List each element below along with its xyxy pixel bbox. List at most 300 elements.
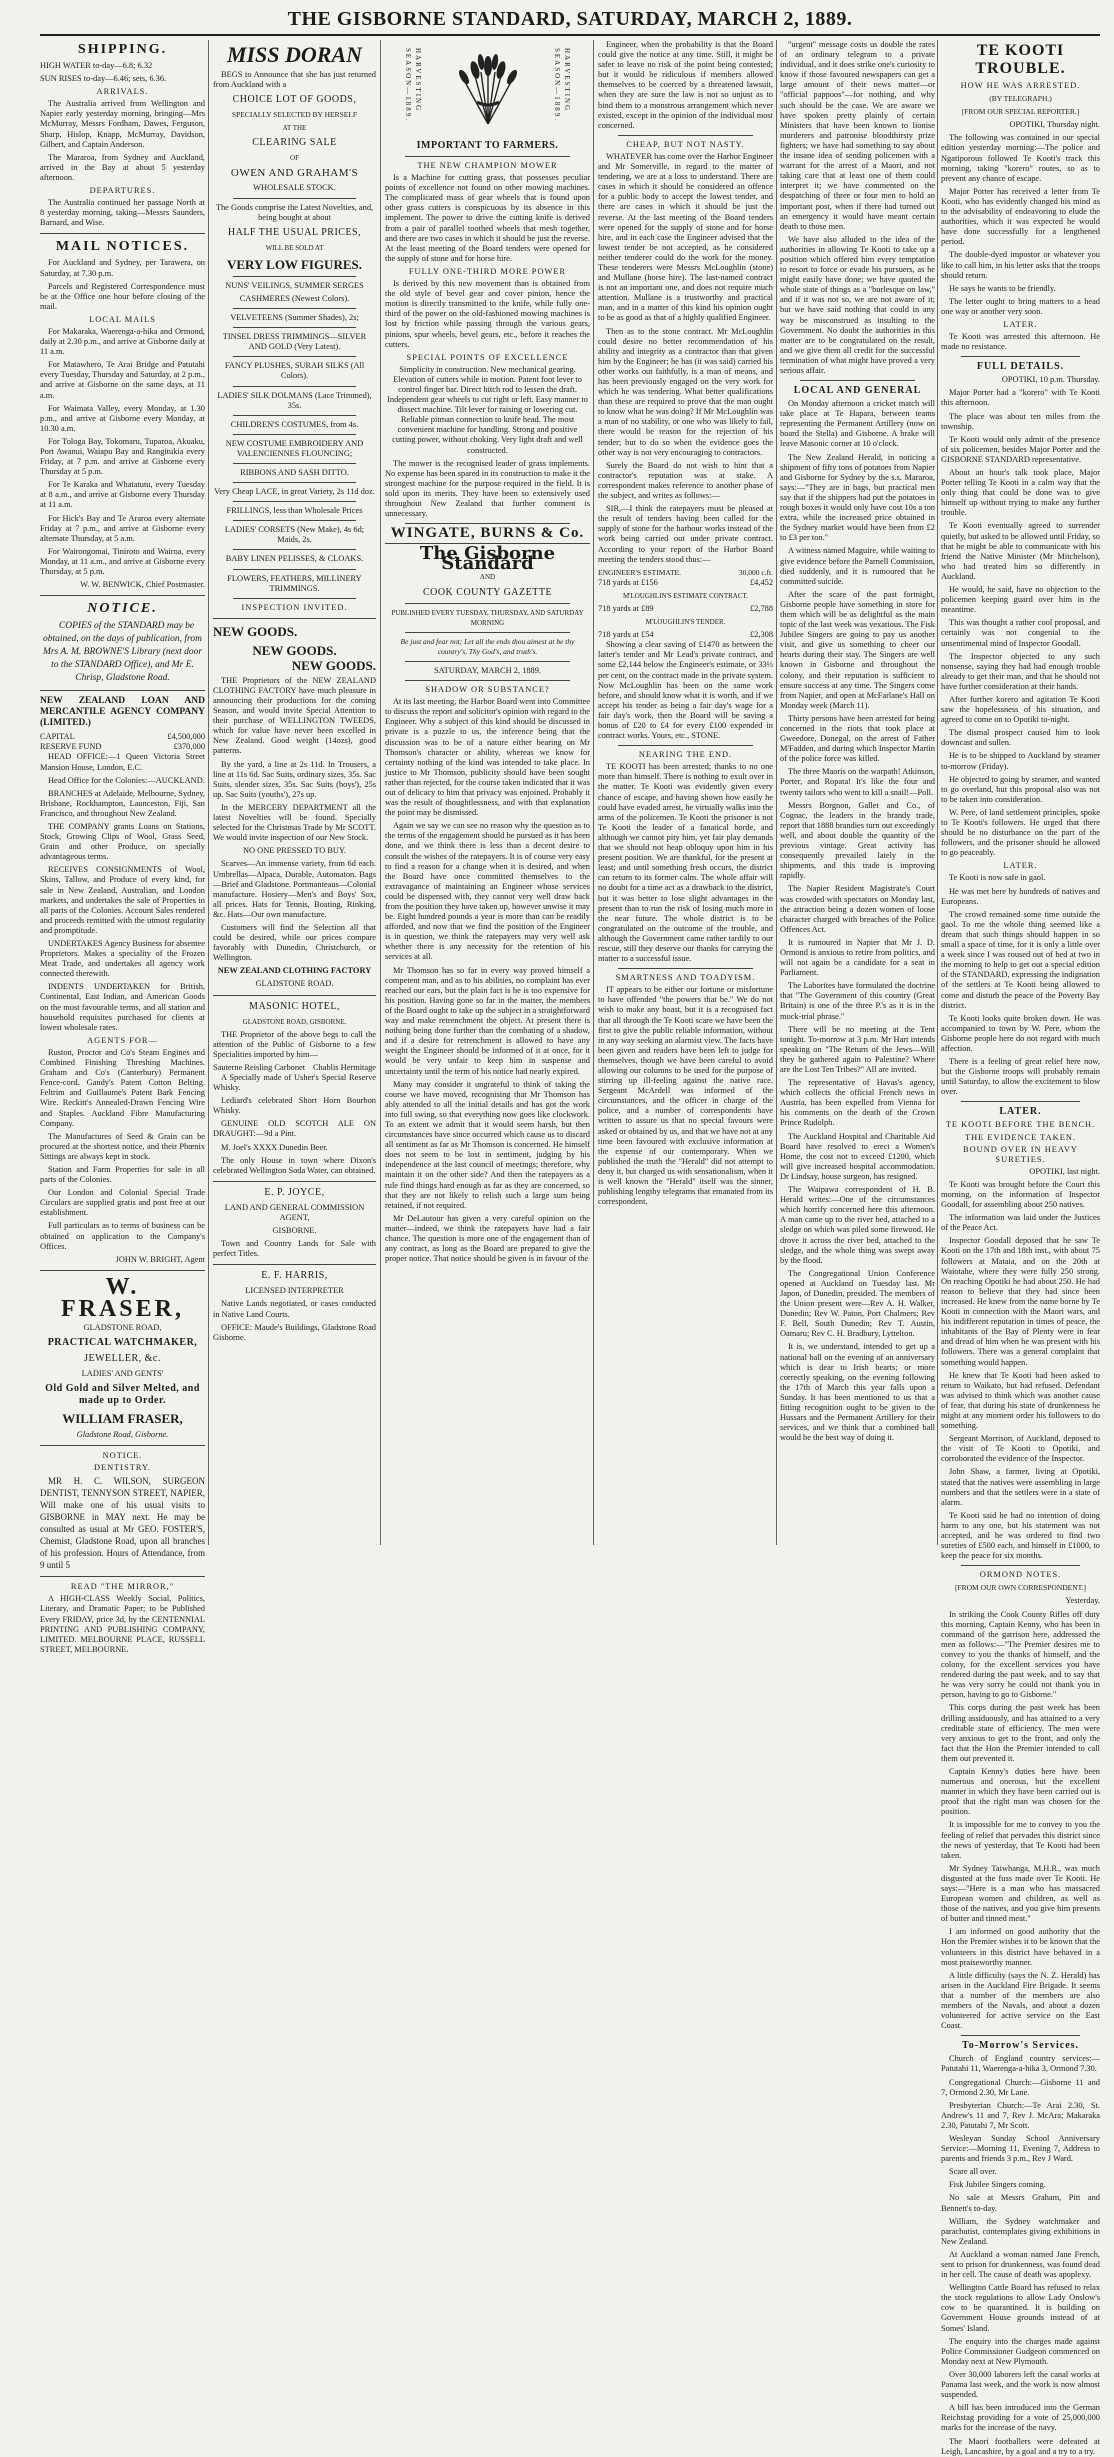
news-item: William, the Sydney watchmaker and parachutist, contemplates giving exhibitions in New Zealand.: [941, 2216, 1100, 2246]
divider: [233, 434, 356, 435]
mail-notices-heading: MAIL NOTICES.: [55, 239, 190, 255]
mail-item: For Tologa Bay, Tokomaru, Tuparoa, Akuaku, Port Awanui, Waiapu Bay and Rangitukia every Friday, at 7 p.m. and arrive at Gisborne every Thursday at 5 p.m.: [40, 436, 205, 477]
masonic-heading: MASONIC HOTEL,: [249, 1000, 340, 1012]
tinsel: TINSEL DRESS TRIMMINGS—SILVER AND GOLD (Very Latest).: [222, 332, 367, 352]
doran-heading: MISS DORAN: [226, 42, 363, 67]
dateline: OPOTIKI, 10 p.m. Thursday.: [1001, 375, 1100, 385]
column-rule: [380, 40, 381, 1545]
divider: [961, 356, 1080, 357]
tk-text: The following was contained in our special edition yesterday morning:—The police and Ngatiporous followed Te Kooti's track this morning, taking "korero" routes, so as to prevent any chance of escape.: [941, 133, 1100, 183]
mail-item: For Matawhero, Te Arai Bridge and Patutahi every Tuesday, Thursday and Saturday, at 2 p.m., and arrive at Gisborne on the same days, at 11 a.m.: [40, 360, 205, 400]
goods-comprise: The Goods comprise the Latest Novelties, and, being bought at about: [215, 202, 374, 222]
divider: [405, 632, 570, 633]
estimate-row: [598, 578, 773, 588]
details-text: The place was about ten miles from the township.: [941, 411, 1100, 431]
harvesting-label-right: HARVESTING SEASON—1889.: [552, 48, 571, 122]
wholesale-stock: WHOLESALE STOCK.: [253, 183, 336, 193]
tk-text: The letter ought to bring matters to a head one way or another very soon.: [941, 296, 1100, 316]
contract-label: 718 yards at £89: [598, 603, 654, 613]
news-item: The Maori footballers were defeated at Leigh, Lancashire, by a goal and a try to a try.: [941, 2436, 1100, 2456]
tk-text: He says he wants to be friendly.: [949, 283, 1056, 293]
service-item: Church of England country services:—Patutahi 11, Waerenga-a-hika 3, Ormond 7.30.: [941, 2054, 1100, 2074]
local-item: There will be no meeting at the Tent tonight. To-morrow at 3 p.m. Mr Hart intends speaking on "The Return of the Jews—Will they be gathered again to Palestine? Where are the Lost Ten Tribes?" All are invited.: [780, 1024, 935, 1074]
local-item: Messrs Borgnon, Gallet and Co., of Cognac, the leaders in the brandy trade, report that 1888 brandies turn out exceedingly well, and about double the quantity of the previous vintage. Great activity has consequently prevailed lately in the shipments, and this trade is improving rapidly.: [780, 800, 935, 881]
harris-role: LICENSED INTERPRETER: [245, 1286, 344, 1296]
fancy-plushes: FANCY PLUSHES, SURAH SILKS (All Colors).: [224, 361, 365, 381]
harvesting-label-left: HARVESTING SEASON—1889.: [404, 48, 423, 122]
new-goods-1: NEW GOODS.: [213, 623, 298, 639]
smartness-text: IT appears to be either our fortune or misfortune to have offended "the powers that be." We do not wish to make any boast, but it is a recognised fact that all through the Te Kooti scare we have been the first to give the public reliable information, without in any way seeking an alarmist view. The facts have been given and readers have been left to judge for themselves, though we have been careful to avoid allowing our columns to be used for the purpose of stirring up ill-feeling against the native race. Sergeant McArdell was informed of the circumstances, and the officer in charge of the police, and a number of correspondents have written to assure us that no special favours were asked or obtained by us, and that we have not at any time been favoured with exclusive information at the expense of our contemporary. When we published the truth the "Herald" did not attempt to deny it, but charged us with sensationalism, when it is well known the "Herald" itself was the sinner, publishing lengthy telegrams that emanated from its correspondent.: [598, 985, 773, 1207]
divider: [213, 1264, 376, 1265]
column-rule: [208, 40, 209, 1545]
notice2-heading: NOTICE.: [102, 1451, 143, 1461]
divider: [233, 276, 356, 277]
divider: [233, 463, 356, 464]
divider: [233, 308, 356, 309]
ribbons: RIBBONS AND SASH DITTO.: [240, 467, 349, 477]
tomorrow-services-heading: To-Morrow's Services.: [961, 2040, 1080, 2052]
doran-intro: BEGS to Announce that she has just returned from Auckland with a: [213, 70, 376, 90]
details-text: Te Kooti looks quite broken down. He was accompanied to town by W. Pere, whom the Gisborne people here do not regard with much affection.: [941, 1013, 1100, 1053]
column-rule: [593, 40, 594, 1545]
cook-county-gazette: COOK COUNTY GAZETTE: [422, 586, 553, 598]
details-text: The dismal prospect caused him to look downcast and sullen.: [941, 728, 1100, 748]
gents: LADIES' AND GENTS': [81, 1368, 164, 1378]
column-6: [941, 40, 1100, 2456]
branches: BRANCHES at Adelaide, Melbourne, Sydney, Brisbane, Rockhampton, Launceston, Fiji, San Francisco, and throughout New Zealand.: [40, 788, 205, 818]
clothing-prices: By the yard, a line at 2s 11d. In Trousers, a line at 11s 6d. Sac Suits, ordinary sizes, 35s. Sac Suits, slender sizes, 35s. Sac Suits (boys'), 25s up. Sac Suits (youths'), 27s up.: [213, 759, 376, 799]
local-item: The three Maoris on the warpath! Atkinson, Porter, and Ropata! It's like the four and twenty tailors who went to kill a snail!—Poll.: [780, 767, 935, 797]
company-text: THE COMPANY grants Loans on Stations, Stock, Growing Clips of Wool, Grass Seed, Grain and other Produce, on specially advantageous terms.: [40, 821, 205, 862]
wheat-sheaf-icon: [453, 44, 523, 130]
shadow-text: Again we say we can see no reason why the question as to the terms of the engagement should be pursued as it has been done, and we think there is less than a decent desire to consult the wishes of the ratepayers. It is of course very easy to find a reason for a change when it is desired, and when the Board have once committed themselves to the extravagance of maintaining an Engineer whose services could be dispensed with, they cannot very well draw back from the position they have taken up, however unwise it may be. Eight hundred pounds a year is more than can be readily afforded, and now that we find the position of the Engineer is in question, we think the ratepayers may very well ask whether there is any necessity for the retention of his services at all.: [385, 821, 590, 962]
special-reporter: [FROM OUR SPECIAL REPORTER.]: [961, 107, 1080, 117]
nz-clothing-factory: NEW ZEALAND CLOTHING FACTORY: [217, 966, 372, 976]
lace: Very Cheap LACE, in great Variety, 2s 11d doz.: [214, 487, 375, 497]
frillings: FRILLINGS, less than Wholesale Prices: [226, 506, 363, 516]
local-item: The Auckland Hospital and Charitable Aid Board have resolved to erect a Women's Home, the cost not to exceed £1200, which will give increased hospital accommodation. Dr Lindsay, house surgeon, has resigned.: [780, 1131, 935, 1181]
baby-linen: BABY LINEN PELISSES, & CLOAKS.: [225, 554, 364, 564]
none-pressed: NO ONE PRESSED TO BUY.: [242, 846, 347, 856]
details-text: He objected to going by steamer, and wanted to go overland, but this proposal also was not to be taken into consideration.: [941, 774, 1100, 804]
cheap-text: WHATEVER has come over the Harbor Engineer and Mr Somerville, in regard to the matter of tendering, we are at a loss to understand. There are cases in which it should be considered an offence for a public body to accept the lowest tender, and there are cases in which it should be just the reverse. At the last meeting of the Board tenders were opened for the supply of stone and for horse hire, and in each case the Engineer advised that the lowest tender be not accepted, as he considered neither tenderer could do the work for the money. These tenderers were Messrs McLoughlin (stone) and Mullane (horse hire). The last-named contract is not an important one, and does not require much attention. Mullane is a trustworthy and practical man, and in a matter of this kind his opinion ought to be as good as that of a highly qualified Engineer.: [598, 151, 773, 323]
local-item: It is rumoured in Napier that Mr J. D. Ormond is anxious to retire from politics, and will not again be a candidate for a seat in Parliament.: [780, 937, 935, 978]
ormond-text: It is impossible for me to convey to you the feeling of relief that pervades this district since the news of yesterday, that Te Kooti had been taken.: [941, 1820, 1100, 1860]
dateline: Yesterday.: [1065, 1596, 1100, 1606]
published-line: PUBLISHED EVERY TUESDAY, THURSDAY, AND SATURDAY MORNING: [391, 608, 584, 627]
evidence-heading: THE EVIDENCE TAKEN.: [965, 1132, 1076, 1142]
mail-item: For Te Karaka and Whatatutu, every Tuesday at 8 a.m., and arrive at Gisborne every Thursday at 11 a.m.: [40, 480, 205, 510]
nearing-text: TE KOOTI has been arrested; thanks to no one more than himself. There is nothing to exult over in the matter. Te Kooti was evidently given every chance of escape, and having shown how easily he could have evaded arrest, he virtually walks into the arms of the policemen. Te Kooti the prisoner is not Te Kooti the leader of a fanatical horde, and although we cannot pity him, yet fair play demands that we should not heap obloquy upon him in his present position. We are thankful, for the present at least; and until something fresh occurs, the district can return to its former calm. The whole affair will no doubt for a time act as a drawback to the district, but it was better to lose slight advantages in the present than to run the risk of losing much more in the near future. The whole district is to be congratulated on the outcome of the trouble, and although the Government came rather tardily to our rescue, still they deserve our thanks for carrying the matter to a successful issue.: [598, 762, 773, 964]
divider: [405, 680, 570, 681]
divider: [800, 380, 915, 381]
cheap-heading: CHEAP, BUT NOT NASTY.: [626, 139, 745, 149]
divider: [405, 661, 570, 662]
manures-text: The Manufactures of Seed & Grain can be procured at the shortest notice, and their Phœnix Sittings are always kept in stock.: [40, 1131, 205, 1161]
dateline: OPOTIKI, Thursday night.: [1009, 120, 1100, 130]
mower-text: Is a Machine for cutting grass, that possesses peculiar points of excellence not found on other mowing machines. The complicated mass of gear wheels that is found upon other grass cutters is conspicuous by its absence in this implement. The power to drive the cutting knife is derived from a pair of parallel toothed wheels that mesh together, and there are two cases in which it should be just the reverse. At the least meeting of the Board tenders were opened for the supply of stone and for horse hire.: [385, 173, 590, 263]
divider: [233, 501, 356, 502]
details-text: Te Kooti would only admit of the presence of six policemen, besides Major Porter and the GISBORNE STANDARD representative.: [941, 434, 1100, 464]
watchmaker: PRACTICAL WATCHMAKER,: [47, 1336, 198, 1348]
company-text: UNDERTAKES Agency Business for absentee Proprietors. Makes a speciality of the Frozen Meat Trade, and undertakes all agency work connected therewith.: [40, 939, 205, 979]
corsets: LADIES' CORSETS (New Make), 4s 6d; Maids, 2s.: [224, 525, 365, 545]
tk-text: The double-dyed impostor or whatever you like to call him, in his letter asks that the troops should return.: [941, 250, 1100, 280]
bench-text: Te Kooti was brought before the Court this morning, on the information of Inspector Goodall, for assembling about 250 natives.: [941, 1179, 1100, 1210]
high-water: HIGH WATER to-day—6.8; 6.32: [40, 61, 153, 70]
masonic-ale: GENUINE OLD SCOTCH ALE ON DRAUGHT:—9d a Pint.: [213, 1119, 376, 1139]
local-item: A witness named Maguire, while waiting to give evidence before the Parnell Commission, died suddenly, and it is rumoured that he committed suicide.: [780, 546, 935, 586]
news-item: The enquiry into the charges made against Police Commissioner Gudgeon commenced on Monday next at New Plymouth.: [941, 2336, 1100, 2366]
bound-heading: BOUND OVER IN HEAVY SURETIES.: [963, 1144, 1078, 1164]
mail-item: For Makaraka, Waerenga-a-hika and Ormond, daily at 2.30 p.m., and arrive at Gisborne daily at 11 a.m.: [40, 326, 205, 357]
shipping-heading: SHIPPING.: [77, 42, 168, 57]
cashmeres: CASHMERES (Newest Colors).: [239, 293, 350, 303]
new-goods-2: NEW GOODS.: [252, 642, 337, 658]
jeweller: JEWELLER, &c.: [84, 1352, 161, 1364]
masonic-whisky: A Specially made of Usher's Special Reserve Whisky.: [213, 1073, 376, 1093]
clothing-mercery: In the MERCERY DEPARTMENT all the latest Novelties will be found. Specially selected for the Christmas Trade by Mr SCOTT. We would invite inspection of our New Stock.: [213, 802, 376, 843]
head-office-colonies: Head Office for the Colonies:—AUCKLAND.: [48, 775, 205, 785]
column-5: [780, 40, 935, 1545]
te-kooti-heading: TE KOOTI TROUBLE.: [975, 42, 1066, 77]
local-item: The Congregational Union Conference opened at Auckland on Tuesday last. Mr Japon, of Dunedin, presided. The members of the Union present were—Rev A. H. Walker, Dunedin; Rev W. Paton, Port Chalmers; Rev F. Bell, South Dunedin; Rev T. Austin, Oamaru; Rev C. H. Bradbury, Lyttelton.: [780, 1268, 935, 1339]
shadow-continued: Engineer, when the probability is that the Board could give the notice at any time. Still, it might be safer to leave no risk of the point being contested; but it would be ridiculous if members allowed themselves to be coerced by a threatened lawsuit, when they are sure the law is not so unjust as to bind them to a monstrous arrangement which never existed, except in the opinion of the individual most concerned.: [598, 40, 773, 130]
details-text: The crowd remained some time outside the gaol. To me the whole thing seemed like a dream that such things should happen in so small a space of time, for it is only a little over a week since I was roused out of bed at two in the morning to help to get out a special edition of the STANDARD, expressing the indignation of the settlers at Te Kooti being allowed to come and disturb the peace of the Poverty Bay district.: [941, 909, 1100, 1010]
later-heading: LATER.: [1003, 319, 1038, 329]
company-text: INDENTS UNDERTAKEN for British, Continental, East Indian, and American Goods on the most favourable terms, and all station and household requisites purchased for clients at lowest wholesale rates.: [40, 982, 205, 1032]
divider: [40, 1576, 205, 1577]
masthead-rule: [40, 34, 1100, 36]
cheap-text: Surely the Board do not wish to hint that a contractor's reputation was at stake. A correspondent makes reference to another phase of the subject, and writes as follows:—: [598, 460, 773, 501]
details-text: W. Pere, of land settlement principles, spoke to Te Kooti's followers. He urged that there should be no disturbance on the part of the followers, and the prisoner should be allowed to go peaceably.: [941, 807, 1100, 858]
divider: [233, 598, 356, 599]
shadow-text: Mr DeLautour has given a very careful opinion on the matter—indeed, we think the ratepayers have had a fair chance. The question is more one of the engagement than of any contract, as long as the Board are prepared to give the proper notice. That notice should be given is in favour of the: [385, 1213, 590, 1264]
masonic-beer: M. Joel's XXXX Dunedin Beer.: [221, 1142, 328, 1152]
station-text: Station and Farm Properties for sale in all parts of the Colonies.: [40, 1164, 205, 1185]
clearing-sale: CLEARING SALE: [252, 137, 337, 149]
circulars-text: Our London and Colonial Special Trade Circulars are supplied gratis and post free at our establishment.: [40, 1188, 205, 1218]
bench-text: Sergeant Morrison, of Auckland, deposed to the visit of Te Kooti to Opotiki, and corroborated the evidence of the Inspector.: [941, 1434, 1100, 1464]
divider: [233, 520, 356, 521]
divider: [40, 1445, 205, 1446]
low-figures: VERY LOW FIGURES.: [227, 256, 362, 272]
column-3: [385, 40, 590, 1545]
clothing-text: THE Proprietors of the NEW ZEALAND CLOTHING FACTORY have much pleasure in announcing their productions for the coming Season, and would invite Special Attention to their purchase of WELLINGTON TWEEDS, which for value have never been excelled in New Zealand. Good weight (14ozs), good patterns.: [213, 675, 376, 756]
notice-text: COPIES of the STANDARD may be obtained, on the days of publication, from Mrs A. M. BROWNE'S Library (next door to the STANDARD Office), and Mr E. Chrisp, Gladstone Road.: [42, 621, 203, 684]
notice-heading: NOTICE.: [87, 601, 158, 617]
mail-signature: W. W. BENWICK, Chief Postmaster.: [80, 580, 205, 590]
terms-text: Full particulars as to terms of business can be obtained on application to the Company's Offices.: [40, 1221, 205, 1251]
divider: [618, 135, 753, 136]
column-1: [40, 40, 205, 1654]
dateline: OPOTIKI, last night.: [1029, 1166, 1100, 1176]
reserve-label: RESERVE FUND: [40, 742, 102, 752]
fully-text: Is derived by this new movement than is obtained from the old style of bevel gear and cover pinion, hence the motion is directly transmitted to the knife, while fully one-third of the power on the old-fashioned mowing machines is lost by friction while passing through the various gears, pinions, spur wheels, bevel gears, etc., before it reaches the cutters.: [385, 279, 590, 349]
shadow-text: Mr Thomson has so far in every way proved himself a competent man, and as to his abilities, no complaint has ever reached our ears, but the plain fact is he is too expensive for his position. Having gone so far in the matter, the members of the Board ought to take up the subject in a straightforward way and make retrenchment the object. At present there is nothing being done further than the combating of a shadow, and if a desire for retrenchment is allowed to have any weight the Engineer should be informed of it at once, for it would be very unfair to keep him in suspense and uncertainty until the term of his notice had nearly expired.: [385, 965, 590, 1076]
local-item: It is, we understand, intended to get up a national ball on the evening of an anniversary which is dear to Irish hearts; or more correctly speaking, on the evening following the 17th of March this year falls upon a Sunday. It has been mentioned to us that a fitting recognition ought to be given to the Hussars and the Permanent Artillery for their services, and we think that a combined ball would be the best way of doing it.: [780, 1342, 935, 1443]
mower-leader: The mower is the recognised leader of grass implements. No expense has been spared in its construction to make it the strongest machine for the purpose required in the field. It is sold upon its merits. They have been so extensively used throughout New Zealand that further comment is unnecessary.: [385, 458, 590, 519]
divider: [961, 1101, 1080, 1102]
head-office: HEAD OFFICE:—1 Queen Victoria Street Mansion House, London, E.C.: [40, 752, 205, 772]
smartness-heading: SMARTNESS AND TOADYISM.: [615, 973, 756, 983]
joyce-lands: Town and Country Lands for Sale with perfect Titles.: [213, 1239, 376, 1259]
special-points: Simplicity in construction. New mechanical gearing. Elevation of cutters while in motion. Patent foot lever to control finger bar. Direct hitch rod to lessen the draft. Independent gear wheels to cut right or left. Easy manner to dissect machine. Tilt lever for raising or lowering cut. Reliable pitman connection to knife head. The most convenient machine for handling. Strong and positive cutting power, without choking. Very light draft and well constructed.: [387, 364, 588, 455]
later-big-heading: LATER.: [999, 1106, 1042, 1118]
and-label: AND: [479, 573, 496, 582]
bench-text: The information was laid under the Justices of the Peace Act.: [941, 1213, 1100, 1233]
divider: [233, 327, 356, 328]
details-text: Te Kooti eventually agreed to surrender quietly, but asked to be allowed until Friday, so that he might be able to communicate with his friend the Native Minister (Mr Mitchelson), who had treated him so differently in Auckland.: [941, 521, 1100, 581]
shadow-text: At its last meeting, the Harbor Board went into Committee to discuss the report and solicitor's opinion with regard to the Engineer. Why a subject of this kind should be discussed in private is a puzzle to us, the inference being that the discussion was to be of a nature either bearing on Mr Thomson's character or ability, whereas we know for certainty nothing of the kind was intended to take place. In justice to Mr Thomson, publicity should have been sought rather than rejected, for the course taken indicated that it was out of delicacy to him that privacy was enjoined. Probably it was the result of thoughtlessness, and with that explanation the point may be dismissed.: [385, 697, 590, 818]
te-kooti-subheading: HOW HE WAS ARRESTED.: [960, 81, 1081, 90]
mail-item: For Hick's Bay and Te Araroa every alternate Friday at 7 p.m., and arrive at Gisborne every alternate Thursday, at 5 a.m.: [40, 513, 205, 543]
news-item: A bill has been introduced into the German Reichstag providing for a vote of 25,000,000 marks for the increase of the navy.: [941, 2403, 1100, 2433]
ormond-heading: ORMOND NOTES.: [979, 1570, 1062, 1580]
flowers: FLOWERS, FEATHERS, MILLINERY TRIMMINGS.: [227, 573, 362, 593]
gisborne-standard-title: The Gisborne Standard: [419, 543, 556, 575]
divider: [961, 1565, 1080, 1566]
ladies-silk: LADIES' SILK DOLMANS (Lace Trimmed), 35s.: [217, 390, 372, 410]
masonic-soda: The only House in town where Dixon's celebrated Wellington Soda Water, can obtained.: [213, 1155, 376, 1175]
local-item: The New Zealand Herald, in noticing a shipment of fifty tons of potatoes from Napier and Gisborne for Sydney by the s.s. Mararoa, says:—"They are in bags, but practical men say that if the shippers had put the potatoes in rough boxes it would only have cost 10s a ton extra, while the increased price obtained in the Sydney market would have been from £2 to £3 per ton.": [780, 452, 935, 543]
estimate-heading: ENGINEER'S ESTIMATE.: [598, 567, 682, 577]
details-text: About an hour's talk took place, Major Porter telling Te Kooti in a calm way that the only thing that could be done was to give himself up without trying to make any further trouble.: [941, 468, 1100, 518]
divider: [405, 523, 570, 524]
tk-text: Te Kooti was arrested this afternoon. He made no resistance.: [941, 332, 1100, 352]
divider: [233, 569, 356, 570]
embroidery: NEW COSTUME EMBROIDERY AND VALENCIENNES FLOUNCING;: [225, 438, 364, 458]
ormond-text: This corps during the past week has been drilling assiduously, and has attained to a very creditable state of efficiency. The men were very anxious to get to the front, and only the fact that the Hon the Premier intended to call them out prevented it.: [941, 1703, 1100, 1763]
bench-text: John Shaw, a farmer, living at Opotiki, stated that the natives were assembling in large numbers and that the settlers were in a state of alarm.: [941, 1467, 1100, 1507]
ormond-text: I am informed on good authority that the Hon the Premier wishes it to be known that the volunteers in this district have behaved in a most praiseworthy manner.: [941, 1927, 1100, 1967]
mower-heading: THE NEW CHAMPION MOWER: [417, 161, 558, 170]
contract-heading: M'LOUGHLIN'S ESTIMATE CONTRACT.: [622, 591, 749, 600]
local-item: After the scare of the past fortnight, Gisborne people have something in store for them which will be as delightful as the main topic of the last week was vexatious. The Fisk Jubilee Singers are going to pay us another visit, and give us something to cheer our hearts during their stay. The Singers are well known in Gisborne and throughout the colony, and their reputation is sufficient to ensure success at any time. The Singers come from Napier, and open at McFarlane's Hall on Monday week (March 11).: [780, 589, 935, 710]
fraser-name: WILLIAM FRASER,: [62, 1411, 183, 1426]
wines-left: Sauterne Reisling Carbonet: [213, 1062, 306, 1072]
divider: [40, 595, 205, 596]
joyce-role: LAND AND GENERAL COMMISSION AGENT,: [224, 1202, 365, 1222]
details-text: After further korero and agitation Te Kooti saw the hopelessness of his situation, and agreed to come on to Opotiki to-night.: [941, 694, 1100, 725]
will-be-sold: WILL BE SOLD AT: [265, 243, 324, 252]
shadow-heading: SHADOW OR SUBSTANCE?: [425, 685, 550, 695]
shadow-text: Many may consider it ungrateful to think of taking the course we have moved, recognising that Mr Thomson has ably attended to all the initial details and has got the work into full swing, so that everything now goes like clockwork. To an extent we admit that it would seem harsh, but then circumstances have since occurred which cause us to discard all sentiment as far as Mr Thomson is concerned. He himself does not seem to be lost in sentiment, judging by his independence at the last council of meetings; therefore, why maintain it on the other side? And then the ratepayers as a rule find things hard enough as far as they are concerned, so that they are not likely to relish such a large sum being retained, if not required.: [385, 1079, 590, 1210]
news-item: Fisk Jubilee Singers coming.: [949, 2180, 1046, 2190]
divider: [233, 386, 356, 387]
ormond-text: Mr Sydney Taiwhanga, M.H.R., was much disgusted at the fuss made over Te Kooti. He says:—"Here is a man who has massacred European women and children, as well as those of the natives, and you give him presents of butter and tinned meat.": [941, 1863, 1100, 1924]
dentistry-heading: DENTISTRY.: [93, 1463, 152, 1473]
divider: [961, 2035, 1080, 2036]
divider: [405, 156, 570, 157]
childrens-costumes: CHILDREN'S COSTUMES, from 4s.: [230, 419, 359, 429]
special-heading: SPECIAL POINTS OF EXCELLENCE: [406, 352, 569, 362]
agent-signature: JOHN W. BRIGHT, Agent: [115, 1254, 205, 1264]
fraser-heading: W. FRASER,: [60, 1273, 184, 1322]
local-item: The Waipawa correspondent of H. B. Herald writes:—One of the circumstances which horrify concerned here this afternoon. A man came up to the river bed, attached to a sledge on which was piled some firewood. He drove it across the river bed, attached to the sledge, and the whole thing was swept away by the flood.: [780, 1185, 935, 1265]
divider: [233, 549, 356, 550]
local-mails-heading: LOCAL MAILS: [89, 314, 156, 324]
reserve-row: [40, 742, 205, 752]
mail-item: For Auckland and Sydney, per Tarawera, on Saturday, at 7.30 p.m.: [40, 258, 205, 278]
by-telegraph: (BY TELEGRAPH.): [989, 94, 1052, 104]
mail-item: For Waimata Valley, every Monday, at 1.30 p.m., and arrive at Gisborne every Monday, at 10.30 a.m.: [40, 403, 205, 433]
motto: Be just and fear not; Let all the ends thou aimest at be thy country's, Thy God's, and truth's.: [400, 636, 575, 656]
local-item: On Monday afternoon a cricket match will take place at Te Hapara, between teams representing the Permanent Artillery (now on board the Stella) and Gisborne. A brake will leave Masonic corner at 10 o'clock.: [780, 399, 935, 449]
smartness-continued: We have also alluded to the idea of the authorities in allowing Te Kooti to take up a position which offered him every temptation to resort to force or evade his pursuers, as he might easily have done; we have quoted the whole state of things as a "burlesque on law," and if it was not so, we are not aware of it; but we have said nothing that could in any way be misconstrued as insulting to the Government. No doubt the authorities in this matter are to be congratulated on the result, and we give them all credit for the successful termination of what might have proved a very serious affair.: [780, 234, 935, 375]
masthead: THE GISBORNE STANDARD, SATURDAY, MARCH 2, 1889.: [287, 8, 853, 30]
masonic-bourbon: Lediard's celebrated Short Horn Bourbon Whisky.: [213, 1096, 376, 1116]
departures-heading: DEPARTURES.: [89, 186, 156, 196]
cheap-letter: SIR,—I think the ratepayers must be pleased at the result of tenders having been called for the supply of stone for the harbour works instead of the work being carried out under private contract. According to your report of the Harbor Board meeting the tenders stood thus:—: [598, 504, 773, 564]
full-details-heading: FULL DETAILS.: [976, 361, 1065, 373]
service-item: Congregational Church:—Gisborne 11 and 7, Ormond 2.30, Mr Lane.: [941, 2077, 1100, 2097]
news-item: Wellington Cattle Board has refused to relax the stock regulations to allow Lady Onslow's cow to be quarantined. It is building on Government House grounds instead of at Somes' Island.: [941, 2283, 1100, 2333]
details-text: There is a feeling of great relief here now, but the Gisborne troops will probably remain until Saturday, to allow the excitement to blow over.: [941, 1057, 1100, 1097]
divider: [40, 690, 205, 691]
divider: [233, 198, 356, 199]
new-goods-3: NEW GOODS.: [291, 657, 376, 673]
owen-graham: OWEN AND GRAHAM'S: [230, 167, 359, 180]
clothing-customers: Customers will find the Selection all that could be desired, while our prices compare favorably with Dunedin, Christchurch, or Wellington.: [213, 922, 376, 963]
divider: [233, 482, 356, 483]
tender-label: 718 yards at £54: [598, 630, 654, 640]
issue-date: SATURDAY, MARCH 2, 1889.: [433, 665, 542, 675]
news-item: No sale at Messrs Graham, Pitt and Bennett's to-day.: [941, 2193, 1100, 2213]
agents-heading: AGENTS FOR—: [87, 1035, 158, 1045]
dentist-text: MR H. C. WILSON, SURGEON DENTIST, TENNYSON STREET, NAPIER, Will make one of his usual visits to GISBORNE in MAY next. He may be consulted as usual at Mr GEO. FOSTER'S, Chemist, Gladstone Road, upon all branches of his profession. Hours of Attendance, from 9 until 5: [40, 1476, 205, 1571]
news-item: Over 30,000 laborers left the canal works at Panama last week, and the work is now almost suspended.: [941, 2369, 1100, 2400]
estimate-label: 718 yards at £156: [598, 577, 658, 587]
details-text: He was met here by hundreds of natives and Europeans.: [941, 886, 1100, 906]
of-label: OF: [290, 154, 299, 163]
nuns-veilings: NUNS' VEILINGS, SUMMER SERGES: [225, 280, 364, 290]
agents-text: Ruston, Proctor and Co's Steam Engines and Combined Finishing Threshing Machines. Graham and Co's (Canterbury) Permanent Fence-cord. Gandy's Patent Cotton Belting. Feltrim and Guillaume's Patent Bark Fencing Wire. Reckitt's Annealed-Drawn Fencing Wire and Staples. Auckland Fibre Manufacturing Company.: [40, 1047, 205, 1128]
estimate-head-row: [598, 568, 773, 578]
sun-times: SUN RISES to-day—6.46; sets, 6.36.: [40, 74, 167, 84]
divider: [233, 356, 356, 357]
details-text: He is to be shipped to Auckland by steamer to-morrow (Friday).: [941, 751, 1100, 771]
reserve-value: £370,000: [173, 742, 205, 752]
divider: [233, 415, 356, 416]
mail-item: For Wairongomai, Tiniroto and Wairoa, every Monday, at 11 a.m., and arrive at Gisborne every Thursday, at 5 p.m.: [40, 546, 205, 577]
divider: [40, 233, 205, 234]
details-text: This was thought a rather cool proposal, and certainly was not congenial to the unsentimental mind of Inspector Goodall.: [941, 618, 1100, 648]
ormond-text: In striking the Cook County Rifles off duty this morning, Captain Kenny, who has been in command of the garrison here, addressed the men as follows:—"The Premier desires me to convey to you the thanks of himself, and the colony, for the excellent services you have rendered during the past week, and to say that he was very sorry he could not thank you in person, having to go to Gisborne.": [941, 1609, 1100, 1700]
departures-text: The Australia continued her passage North at 8 yesterday morning, taking—Messrs Saunders, Barnard, and Wise.: [40, 198, 205, 228]
arrivals-text-2: The Mararoa, from Sydney and Auckland, arrived in the Bay at about 5 yesterday afternoon.: [40, 152, 205, 182]
old-gold: Old Gold and Silver Melted, and made up to Order.: [45, 1383, 200, 1406]
news-item: Scare all over.: [949, 2167, 997, 2177]
wines-row: [213, 1063, 376, 1073]
divider: [40, 1270, 205, 1271]
service-item: Presbyterian Church:—Te Arai 2.30, St. Andrew's 11 and 7, Rev J. McAra; Makaraka 2.30, Patutahi 7, Mr Scott.: [941, 2100, 1100, 2130]
gladstone-road: GLADSTONE ROAD.: [255, 979, 334, 989]
service-item: Wesleyan Sunday School Anniversary Service:—Morning 11, Evening 7, Address to parents and friends 3 p.m., Rev J Ward.: [941, 2133, 1100, 2164]
tk-text: Major Porter has received a letter from Te Kooti, who has evidently changed his mind as to the advisability of endeavoring to elude the authorities, which it was expected he would have done successfully for a lengthened period.: [941, 186, 1100, 247]
tender-value: £2,308: [749, 630, 773, 640]
local-item: The Laborites have formulated the doctrine that "The Government of this country (Great Britain) is one of the three P.'s as it is in the mock-trial phrase.": [780, 981, 935, 1021]
capital-value: £4,500,000: [167, 732, 205, 742]
tender-row: [598, 630, 773, 640]
bench-text: Inspector Goodall deposed that he saw Te Kooti on the 17th and 18th inst., with about 75 followers at Mataia, and on the 20th at Waiotahe, where they were fully 250 strong. On reaching Opotiki he had about 250. He had reason to believe that they had since been increased. He knew from the name borne by Te Kooti in connection with the Maori wars, and his indifferent reputation in times of peace, the inhabitants of the Bay of Plenty were in fear and dread of him when he was present with his followers. There was a general complaint that something would happen.: [941, 1236, 1100, 1367]
fraser-address: GLADSTONE ROAD,: [83, 1322, 162, 1332]
company-text: RECEIVES CONSIGNMENTS of Wool, Skins, Tallow, and Produce of every kind, for sale in New Zealand, Australian, and London markets, and undertakes the sale of Properties in all parts of the Colonies. Account Sales rendered and proceeds remitted with the utmost regularity and promptitude.: [40, 865, 205, 935]
details-text: The Inspector objected to any such nonsense, saying they had had enough trouble already to get their man, and that he should not have further consideration at their hands.: [941, 651, 1100, 691]
ormond-text: Captain Kenny's duties here have been numerous and onerous, but the excellent manner in which they have been carried out is proof that the right man was chosen for the position.: [941, 1766, 1100, 1817]
later-heading: LATER.: [1003, 861, 1038, 871]
joyce-heading: E. P. JOYCE,: [264, 1186, 325, 1198]
harris-office: OFFICE: Maude's Buildings, Gladstone Road Gisborne.: [213, 1322, 376, 1342]
local-item: The Napier Resident Magistrate's Court was crowded with spectators on Monday last, the attraction being a dozen women of loose character charged with breaches of the Police Offences Act.: [780, 884, 935, 934]
masonic-intro: THE Proprietor of the above begs to call the attention of the Public of Gisborne to a few Specialities imported by him—: [213, 1029, 376, 1059]
harvest-logo-block: [385, 44, 590, 136]
local-item: Thirty persons have been arrested for being concerned in the riots that took place at Gweedore, Donegal, on the arrest of Father M'Fadden, and during which Inspector Martin of the police force was killed.: [780, 713, 935, 764]
masonic-address: GLADSTONE ROAD, GISBORNE.: [242, 1017, 347, 1026]
mirror-heading: READ "THE MIRROR,": [70, 1582, 175, 1592]
smartness-continued: "urgent" message costs us double the rates of an ordinary telegram to a private individual, and it does strike one's curiosity to know if those favoured newspapers can get a large amount of their news matter—or "official pappoos"—for nothing, and why such should be the case. We are aware we have spoken pretty plainly of certain Ministers that have been known to lionise murderers and patronise bloodthirsty prize fighters; we have had something to say about the insane idea of sending policemen with a warrant for the arrest of a Maori, and not taking care that at least one of them could interpret it; we have commented on the despatching of three or four men to hold an important post, when if there had turned out an emergency it would have meant certain death to those men.: [780, 40, 935, 231]
fraser-address-2: Gladstone Road, Gisborne.: [76, 1430, 169, 1439]
details-text: Major Porter had a "korero" with Te Kooti this afternoon.: [941, 388, 1100, 408]
arrivals-heading: ARRIVALS.: [96, 87, 149, 97]
contract-value: £2,788: [749, 603, 773, 613]
column-rule: [776, 40, 777, 1545]
bench-text: Te Kooti said he had no intention of doing harm to any one, but his statement was not accepted, and he was ordered to find two sureties of £500 each, and himself in £1000, to keep the peace for six months.: [941, 1510, 1100, 1561]
capital-label: CAPITAL: [40, 732, 75, 742]
divider: [213, 1181, 376, 1182]
harris-heading: E. F. HARRIS,: [261, 1270, 328, 1282]
divider: [213, 995, 376, 996]
ormond-correspondent: [FROM OUR OWN CORRESPONDENT.]: [954, 1583, 1087, 1593]
estimate-value: £4,452: [749, 577, 773, 587]
divider: [405, 603, 570, 604]
wingate-burns: WINGATE, BURNS & Co.: [390, 525, 585, 542]
bench-text: He knew that Te Kooti had been asked to return to Waikato, but had refused. Defendant was advised to think which was another cause of fear, that during his state of drunkenness he might at any moment order his followers to do something.: [941, 1370, 1100, 1431]
details-text: Te Kooti is now safe in gaol.: [949, 873, 1046, 883]
column-2: [213, 40, 376, 1545]
tender-heading: M'LOUGHLIN'S TENDER.: [645, 618, 726, 627]
ormond-text: A little difficulty (says the N. Z. Herald) has arisen in the Auckland Fire Brigade. It seems that a number of the members are also members of the Navals, and about a dozen volunteered for active service on the East Coast.: [941, 1970, 1100, 2031]
details-text: He would, he said, have no objection to the policemen keeping guard over him in the meantime.: [941, 585, 1100, 615]
choice-lot: CHOICE LOT OF GOODS,: [232, 94, 357, 106]
divider: [618, 745, 753, 746]
nearing-heading: NEARING THE END.: [638, 750, 733, 760]
capital-row: [40, 732, 205, 742]
divider: [618, 968, 753, 969]
inspection: INSPECTION INVITED.: [241, 602, 348, 612]
estimate-qty: 30,000 c.ft.: [738, 567, 773, 577]
fully-heading: FULLY ONE-THIRD MORE POWER: [408, 266, 567, 276]
column-4: [598, 40, 773, 1545]
contract-row: [598, 604, 773, 614]
specially-selected: SPECIALLY SELECTED BY HERSELF: [231, 110, 358, 120]
wines-right: Chablis Hermitage: [312, 1062, 376, 1072]
cheap-saving: Showing a clear saving of £1470 as between the latter's tender and Mr Lead's private contract, and some £2,144 below the Engineer's estimate, or 33⅓ per cent, on the contract made in the private system. Now McLoughlin has been on the same work before, and should know what it is worth, and if we accept his tender as being a fair day's wage for a fair day's work, then the Board will be saving a bonus of £20 to £4 for every £100 expended in contract works. Yours, etc., STONE.: [598, 640, 773, 741]
news-item: At Auckland a woman named Jane French, sent to prison for drunkenness, was found dead in her cell. The cause of death was apoplexy.: [941, 2249, 1100, 2280]
joyce-town: GISBORNE.: [272, 1226, 317, 1236]
mirror-text: A HIGH-CLASS Weekly Social, Politics, Literary, and Dramatic Paper; to be Published Every FRIDAY, price 3d, by the CENTENNIAL PRINTING AND PUBLISHING COMPANY, LIMITED. MELBOURNE PLACE, RUSSELL STREET, MELBOURNE.: [40, 1594, 205, 1654]
column-rule: [937, 40, 938, 1545]
mail-item: Parcels and Registered Correspondence must be at the Office one hour before closing of the mail.: [40, 281, 205, 311]
velveteens: VELVETEENS (Summer Shades), 2s;: [230, 313, 359, 323]
at-the: AT THE: [282, 124, 307, 133]
important-heading: IMPORTANT TO FARMERS.: [416, 140, 559, 151]
clothing-list: Scarves—An immense variety, from 6d each. Umbrellas—Alpaca, Durable, Automaton. Bags—Brief and Gladstone. Portmanteaus—Colonial manufacture. Hosiery—Men's and Boys' Sox, all prices. Hats for Tennis, Boating, Rinking, &c. Hats—Our own manufacture.: [213, 859, 376, 919]
harris-lands: Native Lands negotiated, or cases conducted in Native Land Courts.: [213, 1299, 376, 1319]
bench-heading: TE KOOTI BEFORE THE BENCH.: [945, 1120, 1096, 1130]
nzlm-heading: NEW ZEALAND LOAN AND MERCANTILE AGENCY COMPANY (LIMITED.): [40, 696, 205, 729]
divider: [213, 618, 376, 619]
